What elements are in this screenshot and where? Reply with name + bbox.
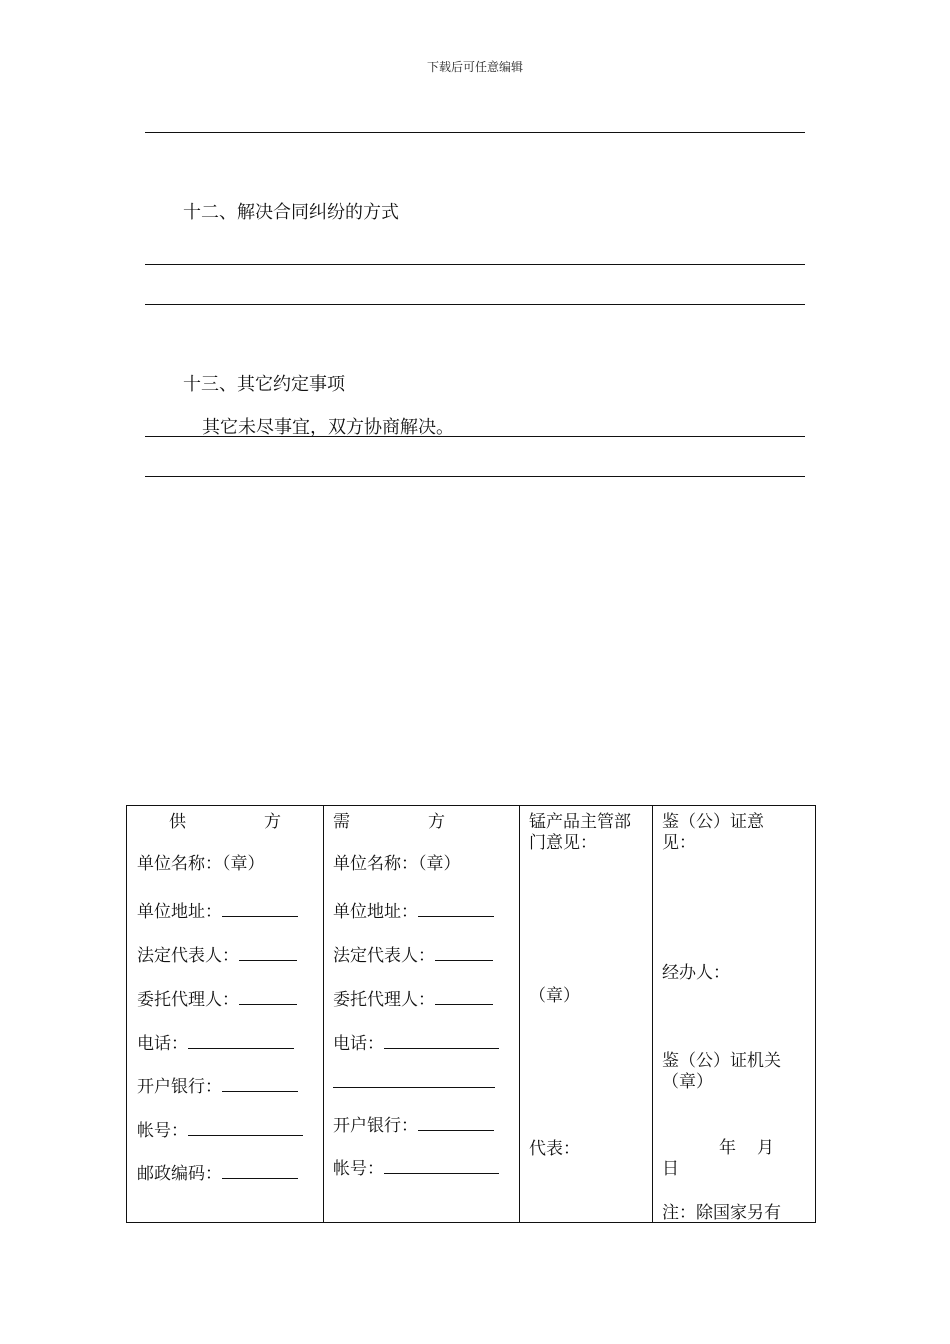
authority-rep: 代表： [529, 1139, 580, 1159]
blank-line [222, 1161, 298, 1179]
blank-line [435, 943, 493, 961]
notary-day: 日 [662, 1159, 679, 1179]
notary-office-line2: （章） [662, 1072, 713, 1092]
buyer-phone-continued [333, 1070, 495, 1094]
buyer-unit-address: 单位地址： [333, 899, 494, 923]
fill-line [145, 264, 805, 265]
authority-column [519, 806, 652, 1222]
authority-title-line2: 门意见： [529, 833, 597, 853]
blank-line [188, 1031, 294, 1049]
supplier-bank: 开户银行： [137, 1074, 298, 1098]
notary-handler: 经办人： [662, 963, 730, 983]
notary-month: 月 [757, 1138, 774, 1158]
supplier-postcode: 邮政编码： [137, 1161, 298, 1185]
buyer-legal-rep: 法定代表人： [333, 943, 493, 967]
buyer-title-b: 方 [428, 812, 445, 832]
buyer-account: 帐号： [333, 1156, 499, 1180]
authority-title-line1: 锰产品主管部 [529, 812, 631, 832]
blank-line [418, 1113, 494, 1131]
buyer-column [323, 806, 519, 1222]
blank-line [239, 987, 297, 1005]
notary-title-line1: 鉴（公）证意 [662, 812, 764, 832]
fill-line [145, 304, 805, 305]
buyer-unit-name: 单位名称：（章） [333, 854, 461, 874]
supplier-column [127, 806, 323, 1222]
notary-year: 年 [719, 1138, 736, 1158]
blank-line [188, 1118, 303, 1136]
supplier-account: 帐号： [137, 1118, 303, 1142]
fill-line [145, 436, 805, 437]
buyer-phone: 电话： [333, 1031, 499, 1055]
section-13-heading: 十三、其它约定事项 [183, 374, 345, 395]
notary-title-line2: 见： [662, 833, 696, 853]
blank-line [435, 987, 493, 1005]
buyer-bank: 开户银行： [333, 1113, 494, 1137]
notary-column [652, 806, 817, 1222]
blank-line [333, 1070, 495, 1088]
blank-line [384, 1156, 499, 1174]
blank-line [222, 1074, 298, 1092]
fill-line [145, 132, 805, 133]
blank-line [239, 943, 297, 961]
section-13-body: 其它未尽事宜，双方协商解决。 [202, 417, 454, 438]
signature-table [126, 805, 816, 1223]
page-header: 下载后可任意编辑 [426, 60, 523, 74]
buyer-title-a: 需 [333, 812, 350, 832]
supplier-phone: 电话： [137, 1031, 294, 1055]
supplier-unit-address: 单位地址： [137, 899, 298, 923]
supplier-title-a: 供 [169, 812, 186, 832]
blank-line [418, 899, 494, 917]
blank-line [384, 1031, 499, 1049]
notary-office-line1: 鉴（公）证机关 [662, 1051, 781, 1071]
fill-line [145, 476, 805, 477]
supplier-title-b: 方 [264, 812, 281, 832]
supplier-legal-rep: 法定代表人： [137, 943, 297, 967]
notary-note: 注：除国家另有 [662, 1203, 781, 1223]
blank-line [222, 899, 298, 917]
supplier-agent: 委托代理人： [137, 987, 297, 1011]
authority-seal: （章） [529, 986, 580, 1006]
buyer-agent: 委托代理人： [333, 987, 493, 1011]
supplier-unit-name: 单位名称：（章） [137, 854, 265, 874]
section-12-heading: 十二、解决合同纠纷的方式 [183, 202, 399, 223]
